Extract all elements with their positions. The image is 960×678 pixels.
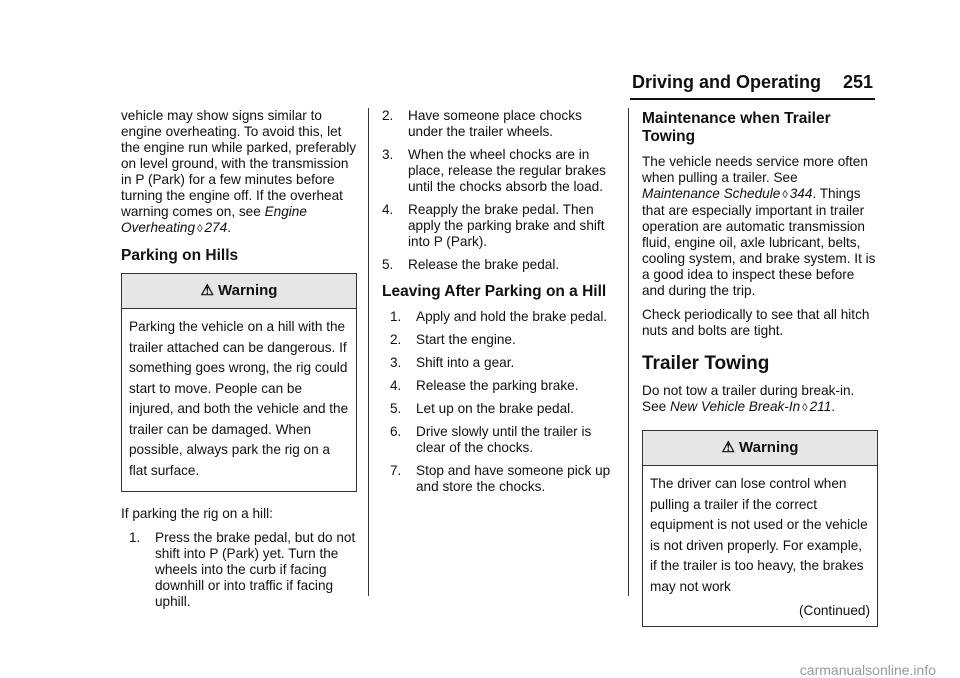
- section-title: Driving and Operating: [632, 72, 822, 92]
- step-number: 2.: [382, 108, 394, 123]
- step-text: Press the brake pedal, but do not shift into P (Park) yet. Turn the wheels into the curb if facing downhill or into traffic if facing uphill.: [155, 530, 356, 609]
- warning-header: [643, 431, 877, 466]
- footer: [0, 660, 960, 678]
- list-item: [121, 530, 357, 610]
- step-number: 3.: [390, 355, 402, 370]
- column-divider: [628, 108, 629, 596]
- list-item: [382, 257, 618, 273]
- step-text: Start the engine.: [416, 332, 516, 347]
- step-text: Reapply the brake pedal. Then apply the parking brake and shift into P (Park).: [408, 202, 605, 249]
- column-3: [642, 108, 878, 641]
- watermark-text: carmanualsonline.info: [799, 662, 936, 678]
- step-text: When the wheel chocks are in place, release the regular brakes until the chocks absorb the load.: [408, 147, 606, 194]
- warning-icon: ⚠: [200, 282, 214, 299]
- step-number: 4.: [382, 202, 394, 217]
- steps-list-2: [382, 309, 618, 495]
- step-text: Shift into a gear.: [416, 355, 515, 370]
- subheading: Maintenance when Trailer Towing: [642, 110, 831, 145]
- paragraph-text: The vehicle needs service more often when pulling a trailer. See: [642, 154, 868, 185]
- list-item: [382, 463, 618, 495]
- warning-title: Warning: [218, 282, 278, 299]
- warning-text: The driver can lose control when pulling a trailer if the correct equipment is not used or the vehicle is not driven properly. For example, if the trailer is too heavy, the brakes may not work: [650, 476, 868, 594]
- page-ref-icon: ◊: [802, 402, 808, 414]
- column-1: [121, 108, 357, 617]
- steps-list-continued: [382, 108, 618, 273]
- step-text: Release the parking brake.: [416, 378, 579, 393]
- list-intro: If parking the rig on a hill:: [121, 506, 273, 521]
- step-text: Drive slowly until the trailer is clear of the chocks.: [416, 424, 592, 455]
- warning-icon: ⚠: [721, 439, 735, 456]
- step-text: Stop and have someone pick up and store the chocks.: [416, 463, 611, 494]
- step-text: Apply and hold the brake pedal.: [416, 309, 608, 324]
- page-ref-icon: ◊: [782, 189, 788, 201]
- step-number: 6.: [390, 424, 402, 439]
- cross-reference-page[interactable]: 344: [789, 186, 813, 201]
- column-2: [382, 108, 618, 502]
- warning-header: [122, 274, 356, 309]
- column-divider: [368, 108, 369, 596]
- header-rule: [630, 98, 875, 100]
- step-number: 7.: [390, 463, 402, 478]
- list-item: [382, 108, 618, 140]
- list-item: [382, 378, 618, 394]
- list-item: [382, 401, 618, 417]
- warning-box: [121, 273, 357, 492]
- cross-reference-link[interactable]: Maintenance Schedule: [642, 186, 781, 201]
- step-text: Let up on the brake pedal.: [416, 401, 574, 416]
- list-item: [382, 309, 618, 325]
- cross-reference-link[interactable]: New Vehicle Break-In: [669, 399, 801, 414]
- step-number: 2.: [390, 332, 402, 347]
- paragraph-text: Do not tow a trailer during break-in. See: [642, 383, 855, 414]
- page-number: 251: [842, 72, 873, 92]
- intro-paragraph: vehicle may show signs similar to engine overheating. To avoid this, let the engine run while parked, preferably on level ground, with the transmission in P (Park) for a few minutes before turning the engine off. If the overheat warning comes on, see Engine Overheating ◊ 274.: [121, 108, 357, 235]
- step-number: 3.: [382, 147, 394, 162]
- page-header: [630, 70, 875, 100]
- step-text: Release the brake pedal.: [408, 257, 560, 272]
- step-number: 1.: [390, 309, 402, 324]
- step-number: 4.: [390, 378, 402, 393]
- check-paragraph: Check periodically to see that all hitch nuts and bolts are tight.: [642, 307, 870, 338]
- subheading: Parking on Hills: [121, 247, 239, 264]
- step-number: 5.: [382, 257, 394, 272]
- step-text: Have someone place chocks under the trailer wheels.: [408, 108, 582, 139]
- list-item: [382, 202, 618, 250]
- steps-list: [121, 530, 357, 610]
- cross-reference-page[interactable]: 274: [204, 220, 228, 235]
- paragraph-text: Things that are especially important in trailer operation are automatic transmission fluid, engine oil, axle lubricant, belts, cooling system, and brake system. It is a good idea to inspect these before and during the trip.: [642, 186, 876, 298]
- intro-text: vehicle may show signs similar to engine overheating. To avoid this, let the engine run while parked, preferably on level ground, with the transmission in P (Park) for a few minutes before turning the engine off. If the overheat warning comes on, see: [121, 108, 357, 219]
- list-item: [382, 355, 618, 371]
- list-item: [382, 147, 618, 195]
- maintenance-paragraph: The vehicle needs service more often when pulling a trailer. See Maintenance Schedule ◊ 344. Things that are especially important in trailer operation are automatic transmission fluid, engine oil, axle lubricant, belts, cooling system, and brake system. It is a good idea to inspect these before and during the trip.: [642, 154, 876, 298]
- break-in-paragraph: Do not tow a trailer during break-in. See New Vehicle Break-In ◊ 211.: [642, 383, 855, 414]
- step-number: 5.: [390, 401, 402, 416]
- subheading: Leaving After Parking on a Hill: [382, 283, 607, 300]
- warning-title: Warning: [739, 439, 799, 456]
- section-heading: Trailer Towing: [642, 353, 770, 374]
- warning-body: [643, 466, 877, 626]
- cross-reference-page[interactable]: 211: [809, 399, 832, 414]
- list-item: [382, 332, 618, 348]
- page-ref-icon: ◊: [197, 223, 203, 235]
- list-item: [382, 424, 618, 456]
- warning-body: Parking the vehicle on a hill with the trailer attached can be dangerous. If something goes wrong, the rig could start to move. People can be injured, and both the vehicle and the trailer can be damaged. When possible, always park the rig on a flat surface.: [129, 319, 349, 478]
- step-number: 1.: [129, 530, 141, 545]
- cross-reference-link[interactable]: Engine Overheating: [121, 204, 307, 235]
- warning-box: [642, 430, 878, 627]
- continued-label: (Continued): [798, 603, 870, 618]
